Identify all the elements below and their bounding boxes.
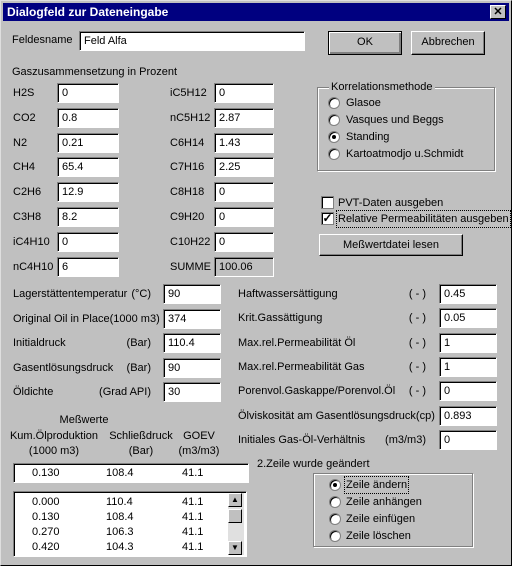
status-text: 2.Zeile wurde geändert [257, 458, 370, 470]
table-cell: 41.1 [182, 526, 204, 538]
gas-label: iC4H10 [13, 235, 50, 248]
table-cell: 0.420 [32, 541, 60, 553]
gas-label: C3H8 [13, 211, 42, 223]
table-cell: 0.000 [32, 496, 60, 508]
gas-label: N2 [13, 136, 28, 149]
feldesname-input[interactable]: Feld Alfa [79, 31, 305, 51]
edit-row-box[interactable] [13, 463, 249, 483]
param-input[interactable]: 374 [163, 309, 221, 329]
table-cell: 41.1 [182, 541, 204, 553]
scroll-up-icon[interactable]: ▲ [228, 493, 242, 507]
gas-label: C6H14 [170, 136, 205, 149]
param-label: Ölviskosität am Gasentlösungsdruck(cp) [238, 409, 435, 422]
param-label: Öldichte [13, 386, 54, 398]
param-input[interactable]: 1 [439, 357, 497, 377]
table-row[interactable] [14, 540, 226, 554]
edit-row-cell: 41.1 [182, 467, 204, 479]
table-row[interactable] [14, 510, 226, 524]
column-header: Schließdruck [109, 430, 173, 442]
gas-input[interactable]: 0 [214, 182, 274, 202]
gas-input[interactable]: 2.87 [214, 108, 274, 128]
param-input[interactable]: 110.4 [163, 333, 221, 353]
gas-label: nC5H12 [170, 111, 211, 124]
correlation-radio[interactable] [328, 114, 340, 126]
gas-input[interactable]: 65.4 [57, 157, 119, 177]
gas-label: C7H16 [170, 161, 205, 174]
gas-input[interactable]: 1.43 [214, 133, 274, 153]
gas-label: C2H6 [13, 186, 42, 199]
gas-input[interactable]: 0 [214, 207, 274, 227]
param-unit: ( - ) [408, 385, 426, 398]
table-row[interactable] [14, 525, 226, 539]
table-row[interactable] [14, 495, 226, 509]
gas-label: nC4H10 [13, 260, 54, 273]
param-label: Porenvol.Gaskappe/Porenvol.Öl [238, 385, 396, 398]
row-action-radio[interactable] [329, 479, 341, 491]
param-label: Original Oil in Place(1000 m3) [13, 312, 160, 325]
column-header: Kum.Ölproduktion [9, 430, 99, 442]
param-input[interactable]: 0 [439, 430, 497, 450]
gas-section-label: Gaszusammensetzung in Prozent [12, 66, 178, 78]
column-header: GOEV [183, 430, 215, 442]
gas-label: CO2 [13, 111, 36, 124]
param-input[interactable]: 0.893 [439, 406, 497, 426]
param-label: Max.rel.Permeabilität Gas [238, 360, 365, 373]
gas-input[interactable]: 12.9 [57, 182, 119, 202]
measurements-list[interactable] [13, 491, 247, 557]
row-action-label[interactable]: Zeile anhängen [346, 496, 422, 508]
close-icon[interactable]: ✕ [490, 5, 506, 19]
param-input[interactable]: 90 [163, 358, 221, 378]
gas-label: H2S [13, 87, 35, 99]
param-unit: ( - ) [408, 288, 426, 300]
row-action-label[interactable]: Zeile ändern [346, 479, 408, 491]
checkbox[interactable] [321, 196, 334, 209]
row-action-radio[interactable] [329, 530, 341, 542]
title-bar [3, 3, 509, 21]
measurements-title: Meßwerte [59, 414, 109, 426]
column-unit: (m3/m3) [178, 445, 220, 457]
correlation-title: Korrelationsmethode [331, 81, 433, 93]
row-action-label[interactable]: Zeile löschen [346, 530, 411, 542]
table-cell: 106.3 [106, 526, 134, 538]
row-action-label[interactable]: Zeile einfügen [346, 513, 416, 525]
param-label: Lagerstättentemperatur [13, 288, 128, 300]
param-unit: ( - ) [408, 360, 426, 373]
correlation-option-label[interactable]: Vasques und Beggs [346, 114, 444, 126]
param-input[interactable]: 0.45 [439, 284, 497, 304]
param-input[interactable]: 1 [439, 333, 497, 353]
param-unit: (m3/m3) [385, 433, 426, 446]
gas-input[interactable]: 0 [214, 232, 274, 252]
correlation-option-label[interactable]: Glasoe [346, 97, 381, 109]
gas-input[interactable]: 6 [57, 257, 119, 277]
correlation-radio[interactable] [328, 148, 340, 160]
cancel-button[interactable]: Abbrechen [411, 31, 485, 55]
scroll-down-icon[interactable]: ▼ [228, 541, 242, 555]
edit-row-cell: 0.130 [32, 467, 60, 479]
gas-input[interactable]: 0.21 [57, 133, 119, 153]
gas-input[interactable]: 0 [57, 83, 119, 103]
gas-input[interactable]: 8.2 [57, 207, 119, 227]
gas-input[interactable]: 2.25 [214, 157, 274, 177]
param-unit: (Grad API) [99, 386, 151, 398]
table-cell: 41.1 [182, 511, 204, 523]
gas-label: C10H22 [170, 235, 211, 248]
param-label: Max.rel.Permeabilität Öl [238, 336, 356, 349]
column-unit: (Bar) [128, 445, 154, 457]
gas-label: CH4 [13, 161, 36, 174]
table-cell: 0.130 [32, 511, 60, 523]
list-scrollbar[interactable] [228, 493, 244, 555]
summe-label: SUMME [170, 260, 211, 273]
correlation-radio[interactable] [328, 131, 340, 143]
row-action-radio[interactable] [329, 496, 341, 508]
param-input[interactable]: 0 [439, 381, 497, 401]
summe-value: 100.06 [214, 257, 274, 277]
param-unit: (°C) [131, 288, 151, 300]
gas-input[interactable]: 0 [214, 83, 274, 103]
gas-input[interactable]: 0 [57, 232, 119, 252]
param-unit: ( - ) [408, 336, 426, 349]
table-cell: 0.270 [32, 526, 60, 538]
gas-label: iC5H12 [170, 87, 207, 99]
checkbox[interactable]: ✓ [322, 211, 333, 225]
correlation-option-label[interactable]: Kartoatmodjo u.Schmidt [346, 148, 464, 160]
param-unit: ( - ) [408, 312, 426, 325]
gas-label: C8H18 [170, 186, 205, 199]
column-unit: (1000 m3) [28, 445, 80, 457]
param-label: Haftwassersättigung [238, 288, 338, 300]
param-input[interactable]: 30 [163, 382, 221, 402]
row-action-radio[interactable] [329, 513, 341, 525]
param-unit: (Bar) [126, 337, 151, 349]
scroll-thumb[interactable] [228, 509, 242, 523]
param-label: Initialdruck [13, 337, 66, 349]
param-label: Initiales Gas-Öl-Verhältnis [238, 433, 366, 446]
ok-button[interactable]: OK [328, 31, 402, 55]
correlation-radio[interactable] [328, 97, 340, 109]
checkbox-label[interactable]: PVT-Daten ausgeben [338, 197, 444, 209]
param-input[interactable]: 0.05 [439, 308, 497, 328]
correlation-option-label[interactable]: Standing [346, 131, 390, 143]
param-label: Krit.Gassättigung [238, 312, 323, 325]
param-label: Gasentlösungsdruck [13, 361, 114, 374]
table-cell: 110.4 [106, 496, 133, 508]
window-title: Dialogfeld zur Dateneingabe [7, 5, 169, 19]
gas-label: C9H20 [170, 211, 205, 223]
feldesname-label: Feldesname [12, 34, 73, 46]
checkbox-label[interactable]: Relative Permeabilitäten ausgeben [338, 213, 509, 225]
table-cell: 41.1 [182, 496, 204, 508]
table-cell: 108.4 [106, 511, 134, 523]
param-unit: (Bar) [126, 361, 151, 374]
messwert-button[interactable]: Meßwertdatei lesen [319, 234, 463, 256]
param-input[interactable]: 90 [163, 284, 221, 304]
edit-row-cell: 108.4 [106, 467, 134, 479]
gas-input[interactable]: 0.8 [57, 108, 119, 128]
table-cell: 104.3 [106, 541, 134, 553]
